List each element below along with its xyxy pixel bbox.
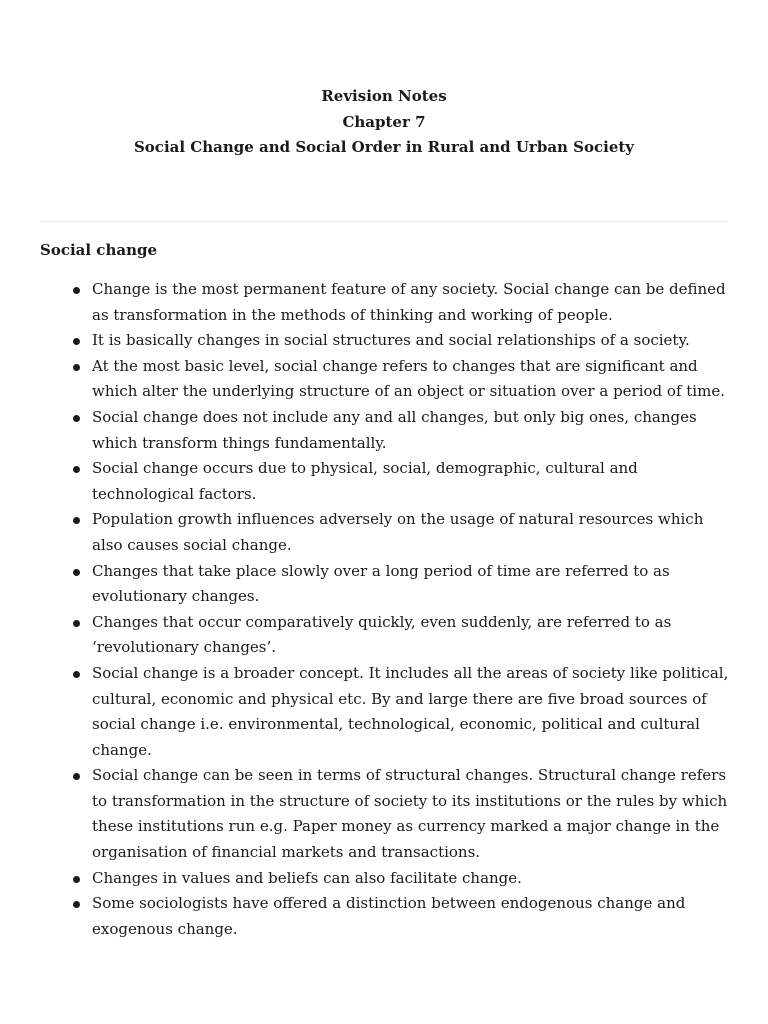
section-divider [40, 221, 728, 222]
chapter-number: Chapter 7 [342, 112, 426, 131]
notes-title: Revision Notes [321, 87, 447, 105]
list-item: Social change can be seen in terms of structural changes. Structural change refers to transformation in the structure of society to its institutions or the rules by which these institutions run e.g. Paper money as currency marked a major change in the organisation of financial markets and transactions. [40, 763, 730, 865]
document-header [0, 84, 768, 161]
list-item: Changes that take place slowly over a long period of time are referred to as evolutionary changes. [40, 559, 730, 610]
list-item: At the most basic level, social change refers to changes that are significant and which alter the underlying structure of an object or situation over a period of time. [40, 354, 730, 405]
list-item: Some sociologists have offered a distinction between endogenous change and exogenous change. [40, 891, 730, 942]
chapter-title: Social Change and Social Order in Rural and Urban Society [133, 138, 635, 156]
list-item: Social change is a broader concept. It includes all the areas of society like political, cultural, economic and physical etc. By and large there are five broad sources of social change i.e. environmental, technological, economic, political and cultural change. [40, 661, 730, 763]
list-item: Social change occurs due to physical, social, demographic, cultural and technological factors. [40, 456, 730, 507]
list-item: Change is the most permanent feature of any society. Social change can be defined as transformation in the methods of thinking and working of people. [40, 277, 730, 328]
list-item: Social change does not include any and all changes, but only big ones, changes which transform things fundamentally. [40, 405, 730, 456]
list-item: Changes that occur comparatively quickly, even suddenly, are referred to as ‘revolutionary changes’. [40, 610, 730, 661]
list-item: Changes in values and beliefs can also facilitate change. [40, 866, 730, 892]
list-item: Population growth influences adversely on the usage of natural resources which also causes social change. [40, 507, 730, 558]
bullet-list [40, 277, 730, 942]
section-heading: Social change [40, 241, 158, 259]
list-item: It is basically changes in social structures and social relationships of a society. [40, 328, 730, 354]
